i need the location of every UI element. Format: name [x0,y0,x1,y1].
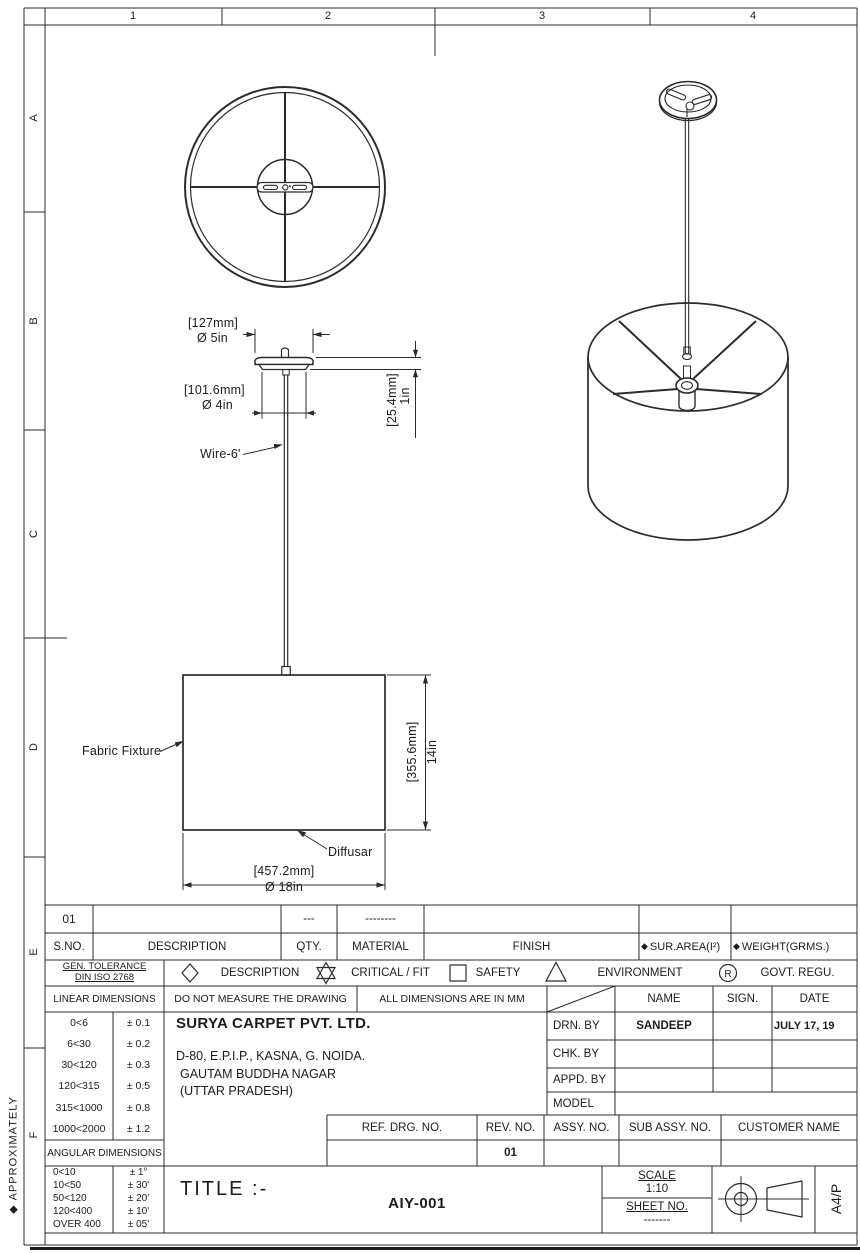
approval-model-value [615,1092,857,1115]
approval-drn-date: JULY 17, 19 [774,1020,835,1032]
dim-canopy-od-mm: [127mm] [188,316,239,330]
approval-chk-label: CHK. BY [553,1048,600,1060]
gen-tolerance-block [45,960,164,986]
name-column-diagonal [547,986,615,1012]
diamond-icon: ◆ [641,941,648,951]
six-point-star-icon [317,963,335,984]
margin-note [7,1096,20,1214]
bom-header-description: DESCRIPTION [147,940,227,953]
weight-label: WEIGHT(GRMS.) [741,940,830,953]
ang-tol-value: ± 05' [127,1219,150,1230]
drawing-number: AIY-001 [388,1194,446,1212]
bom-description-value [93,905,281,933]
lin-tol-value: ± 0.8 [126,1101,151,1114]
sheet-no-value: ------- [643,1214,671,1226]
gen-tolerance-line2: DIN ISO 2768 [74,972,135,983]
lin-tol-range: 120<315 [58,1079,100,1092]
frame-row-label: C [28,530,40,538]
scale-value: 1:10 [645,1183,669,1195]
ref-drg-header: REF. DRG. NO. [361,1121,443,1134]
title-label: TITLE :- [180,1178,269,1200]
dim-canopy-id-in: Ø 4in [202,398,233,412]
approval-drn-label: DRN. BY [553,1020,600,1032]
frame-row-label: D [28,743,40,751]
bom-material-value: -------- [365,913,396,925]
ang-tol-value: ± 10' [127,1206,150,1217]
company-name: SURYA CARPET PVT. LTD. [176,1015,371,1032]
ang-tol-range: 120<400 [53,1206,93,1217]
scale-label: SCALE [638,1169,676,1182]
dim-shade-d-in: Ø 18in [264,880,304,894]
label-wire: Wire-6' [200,447,241,461]
ang-tol-range: 0<10 [53,1167,76,1178]
note-linear-dimensions: LINEAR DIMENSIONS [53,993,156,1005]
customer-name-header: CUSTOMER NAME [737,1121,841,1134]
r-circle-letter: R [724,969,732,980]
ang-tol-range: OVER 400 [53,1219,101,1230]
lin-tol-value: ± 0.3 [126,1058,151,1071]
approval-header-name: NAME [647,993,681,1005]
lin-tol-range: 1000<2000 [52,1122,106,1135]
label-diffuser: Diffusar [328,845,373,859]
lin-tol-value: ± 0.5 [126,1079,151,1092]
bom-header-sno: S.NO. [53,940,85,953]
approval-appd-label: APPD. BY [553,1074,607,1086]
lin-tol-range: 0<6 [70,1016,88,1029]
legend-label-critical-fit: CRITICAL / FIT [351,967,430,979]
diamond-outline-icon [182,964,198,982]
company-address-2: GAUTAM BUDDHA NAGAR [180,1067,337,1081]
note-all-dims-mm: ALL DIMENSIONS ARE IN MM [379,993,525,1005]
margin-note-text: APPROXIMATELY [7,1096,20,1201]
dim-shade-h-mm: [355.6mm] [405,721,419,783]
isometric-view [588,82,788,541]
paper-size-code: A4/P [828,1183,844,1215]
gen-tolerance-line1: GEN. TOLERANCE [62,961,147,973]
bom-qty-value: --- [303,913,315,925]
frame-column-label: 3 [538,10,546,22]
frame-column-label: 1 [129,10,137,22]
frame-row-label: B [28,317,40,325]
bom-header-weight [731,933,857,960]
legend-label-safety: SAFETY [475,967,521,979]
frame-column-label: 4 [749,10,757,22]
lin-tol-range: 6<30 [67,1037,91,1050]
dim-shade-d-mm: [457.2mm] [253,864,315,878]
frame-row-label: F [28,1131,40,1139]
square-outline-icon [450,965,466,981]
approval-drn-sign [713,1012,772,1040]
frame-row-label: A [28,114,40,122]
bom-header-qty: QTY. [296,940,322,953]
lin-tol-range: 315<1000 [55,1101,103,1114]
bom-header-material: MATERIAL [352,940,409,953]
lin-tol-range: 30<120 [61,1058,97,1071]
ang-tol-value: ± 30' [127,1180,150,1191]
legend-label-description: DESCRIPTION [220,967,300,979]
note-do-not-measure: DO NOT MEASURE THE DRAWING [174,993,347,1005]
rev-no-value: 01 [504,1147,517,1159]
bom-sno-value: 01 [62,912,76,926]
company-address-3: (UTTAR PRADESH) [180,1084,293,1098]
sub-assy-no-value [619,1140,721,1166]
sub-assy-no-header: SUB ASSY. NO. [628,1121,712,1134]
diamond-icon: ◆ [7,1204,20,1214]
sheet-bottom-edge [30,1247,860,1250]
bom-header-sur-area [639,933,731,960]
rev-no-header: REV. NO. [485,1121,536,1134]
legend-label-environment: ENVIRONMENT [597,967,683,979]
ang-tol-range: 50<120 [53,1193,87,1204]
top-view [185,87,385,287]
triangle-outline-icon [546,963,566,982]
frame-column-label: 2 [324,10,332,22]
dim-canopy-h-mm: [25.4mm] [385,373,399,427]
lin-tol-value: ± 0.1 [126,1016,151,1029]
legend-label-govt-regu: GOVT. REGU. [760,967,835,979]
bom-header-finish: FINISH [512,940,551,953]
assy-no-header: ASSY. NO. [553,1121,610,1134]
customer-name-value [721,1140,857,1166]
dim-canopy-id-mm: [101.6mm] [184,383,245,397]
approval-header-sign: SIGN. [726,993,759,1005]
ang-tol-value: ± 1° [129,1167,148,1178]
frame-row-label: E [28,948,40,956]
dim-shade-h-in: 14in [425,739,439,765]
label-fabric-fixture: Fabric Fixture [82,744,162,758]
approval-model-label: MODEL [553,1097,594,1110]
lin-tol-value: ± 0.2 [126,1037,151,1050]
note-angular-dimensions: ANGULAR DIMENSIONS [47,1147,162,1159]
front-view [183,348,385,830]
approval-drn-name: SANDEEP [636,1020,692,1032]
dim-canopy-h-in: 1in [398,387,412,405]
ang-tol-range: 10<50 [53,1180,82,1191]
assy-no-value [544,1140,619,1166]
projection-symbol-icon [718,1176,809,1222]
diamond-icon: ◆ [733,941,740,951]
sur-area-label: SUR.AREA(I²) [649,940,721,953]
approval-header-date: DATE [799,993,830,1005]
bom-finish-value [424,905,639,933]
ang-tol-value: ± 20' [127,1193,150,1204]
dim-canopy-od-in: Ø 5in [197,331,228,345]
company-address-1: D-80, E.P.I.P., KASNA, G. NOIDA. [176,1049,366,1063]
ref-drg-value [327,1140,477,1166]
sheet-no-label: SHEET NO. [626,1200,688,1213]
lin-tol-value: ± 1.2 [126,1122,151,1135]
